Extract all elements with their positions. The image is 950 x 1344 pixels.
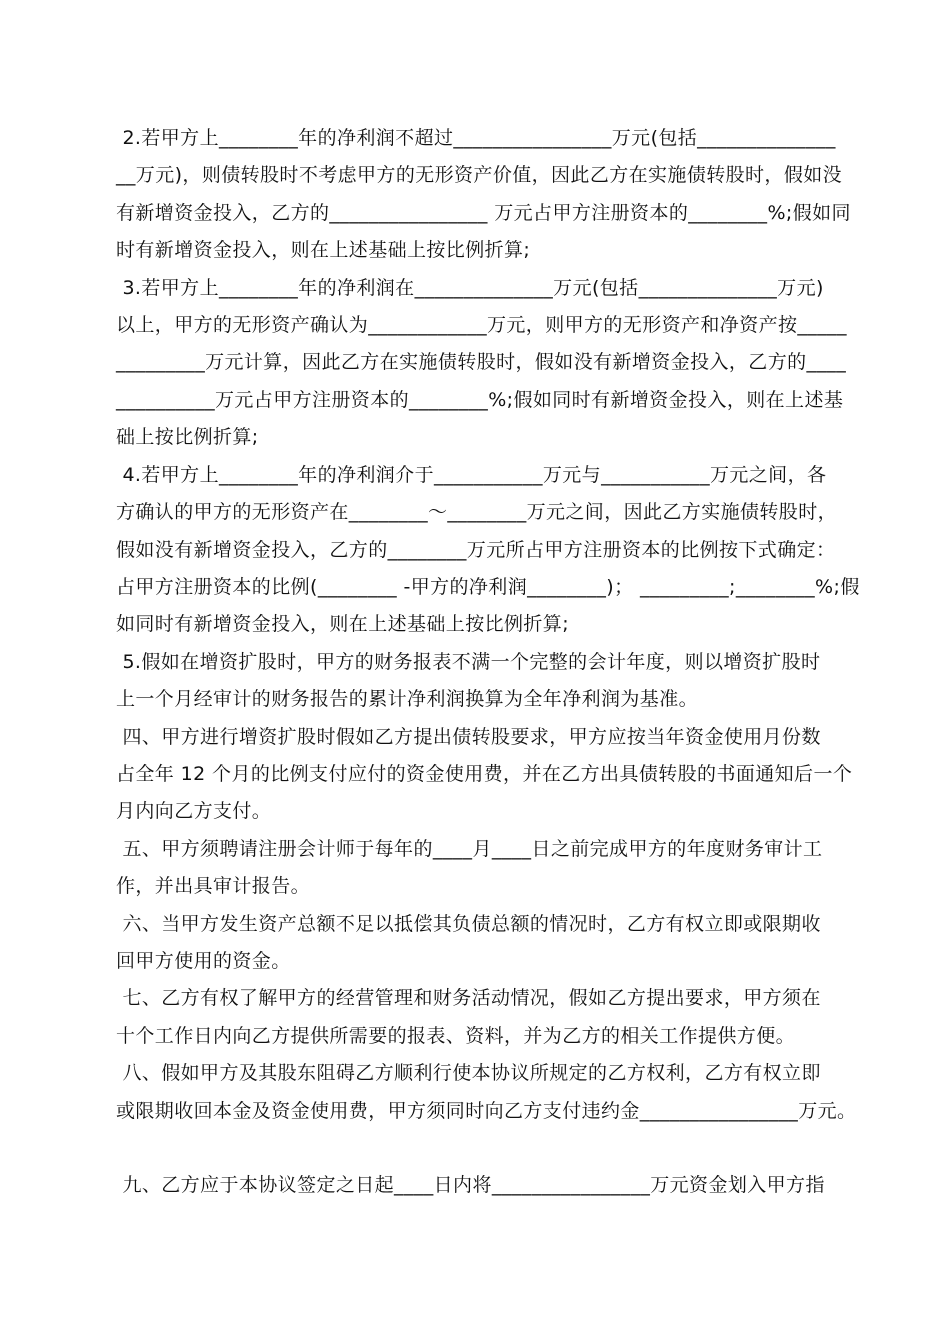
- text-line: 月内向乙方支付。: [116, 800, 272, 822]
- text-line: 3.若甲方上________年的净利润在______________万元(包括______________万元): [116, 277, 824, 299]
- text-line: 回甲方使用的资金。: [116, 950, 291, 972]
- text-line: 占全年 12 个月的比例支付应付的资金使用费，并在乙方出具债转股的书面通知后一个: [116, 763, 853, 785]
- text-line: _________万元计算，因此乙方在实施债转股时，假如没有新增资金投入，乙方的____: [116, 351, 847, 373]
- text-line: 假如没有新增资金投入，乙方的________万元所占甲方注册资本的比例按下式确定：: [116, 539, 836, 561]
- text-line: __________万元占甲方注册资本的________%;假如同时有新增资金投入，则在上述基: [116, 389, 844, 411]
- text-line: 础上按比例折算;: [116, 426, 259, 448]
- text-line: 4.若甲方上________年的净利润介于___________万元与___________万元之间，各: [116, 464, 827, 486]
- text-line: __万元)，则债转股时不考虑甲方的无形资产价值，因此乙方在实施债转股时，假如没: [116, 164, 843, 186]
- text-line: 五、甲方须聘请注册会计师于每年的____月____日之前完成甲方的年度财务审计工: [116, 838, 823, 860]
- text-line: 方确认的甲方的无形资产在________～________万元之间，因此乙方实施债转股时，: [116, 501, 838, 523]
- text-line: 如同时有新增资金投入，则在上述基础上按比例折算;: [116, 613, 570, 635]
- text-line: 有新增资金投入，乙方的________________ 万元占甲方注册资本的________%;假如同: [116, 202, 851, 224]
- text-line: 八、假如甲方及其股东阻碍乙方顺利行使本协议所规定的乙方权利，乙方有权立即: [116, 1062, 821, 1084]
- text-line: 作，并出具审计报告。: [116, 875, 311, 897]
- text-line: 占甲方注册资本的比例(________ -甲方的净利润________)； _________;________%;假: [116, 576, 860, 598]
- text-line: 七、乙方有权了解甲方的经营管理和财务活动情况，假如乙方提出要求，甲方须在: [116, 987, 821, 1009]
- text-line: 上一个月经审计的财务报告的累计净利润换算为全年净利润为基准。: [116, 688, 699, 710]
- text-line: 十个工作日内向乙方提供所需要的报表、资料，并为乙方的相关工作提供方便。: [116, 1025, 796, 1047]
- text-line: 时有新增资金投入，则在上述基础上按比例折算;: [116, 239, 531, 261]
- text-line: 或限期收回本金及资金使用费，甲方须同时向乙方支付违约金________________万元。: [116, 1100, 857, 1122]
- text-line: 六、当甲方发生资产总额不足以抵偿其负债总额的情况时，乙方有权立即或限期收: [116, 913, 821, 935]
- text-line: 四、甲方进行增资扩股时假如乙方提出债转股要求，甲方应按当年资金使用月份数: [116, 726, 821, 748]
- text-line: 九、乙方应于本协议签定之日起____日内将________________万元资金划入甲方指: [116, 1174, 825, 1196]
- text-line: 5.假如在增资扩股时，甲方的财务报表不满一个完整的会计年度，则以增资扩股时: [116, 651, 821, 673]
- text-line: 2.若甲方上________年的净利润不超过________________万元(包括______________: [116, 127, 836, 149]
- text-line: 以上，甲方的无形资产确认为____________万元，则甲方的无形资产和净资产按_____: [116, 314, 847, 336]
